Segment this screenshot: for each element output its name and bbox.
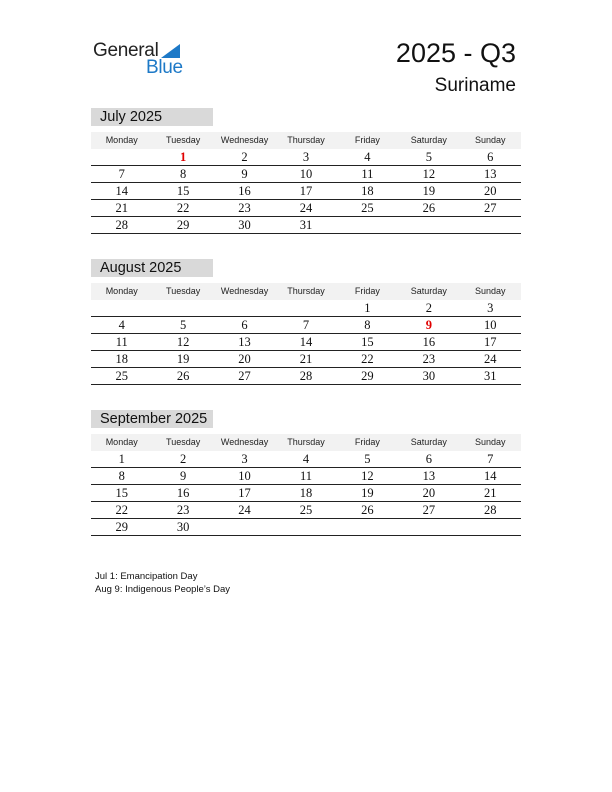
day-cell: 28 [299,369,313,383]
day-cell: 15 [361,335,374,349]
day-cell: 26 [422,201,436,215]
day-cell: 24 [299,201,313,215]
month-title: September 2025 [91,410,213,428]
day-cell: 13 [238,335,251,349]
day-cell: 31 [299,218,313,232]
weekday-label: Tuesday [166,286,201,296]
week-row [91,334,521,351]
day-cell: 18 [361,184,374,198]
day-cell: 30 [238,218,251,232]
empty-day-cell [91,300,152,316]
day-cell: 28 [483,503,497,517]
day-cell: 14 [115,184,128,198]
week-row [91,217,521,234]
day-cell: 26 [361,503,374,517]
day-cell: 6 [241,318,248,332]
day-cell: 22 [115,503,128,517]
weekday-label: Sunday [474,135,506,145]
day-cell: 25 [361,201,374,215]
day-cell: 3 [487,301,494,315]
week-row [91,300,521,317]
week-row [91,183,521,200]
weekday-label: Saturday [410,135,447,145]
day-cell: 26 [176,369,190,383]
day-cell: 25 [299,503,313,517]
day-cell: 2 [241,150,248,164]
day-cell: 15 [115,486,128,500]
month-title: July 2025 [91,108,213,126]
day-cell: 14 [299,335,313,349]
weekday-label: Sunday [474,437,506,447]
weekday-label: Friday [354,286,380,296]
month-september [91,410,521,536]
day-cell: 24 [238,503,251,517]
day-cell: 23 [422,352,436,366]
week-row [91,149,521,166]
weekday-label: Tuesday [166,135,201,145]
weekday-label: Tuesday [166,437,201,447]
logo-word-general: General [93,40,159,61]
holiday-note: Jul 1: Emancipation Day [95,571,198,582]
month-grid [91,451,521,536]
weekday-label: Friday [354,437,380,447]
page-title: 2025 - Q3 [395,38,516,68]
weekday-label: Saturday [410,286,447,296]
country-name: Suriname [434,75,516,96]
day-cell: 25 [115,369,128,383]
day-cell: 14 [483,469,497,483]
day-cell: 29 [115,520,128,534]
day-cell: 12 [361,469,374,483]
day-cell: 2 [180,452,187,466]
day-cell: 16 [238,184,251,198]
week-row [91,166,521,183]
day-cell: 7 [118,167,125,181]
week-row [91,351,521,368]
day-cell: 23 [238,201,251,215]
day-cell: 5 [364,452,371,466]
day-cell: 10 [299,167,313,181]
day-cell: 21 [115,201,128,215]
empty-day-cell [460,217,521,233]
day-cell: 5 [425,150,432,164]
day-cell: 30 [422,369,436,383]
day-cell: 27 [422,503,436,517]
empty-day-cell [460,519,521,535]
day-cell: 4 [302,452,310,466]
day-cell: 10 [483,318,497,332]
day-cell: 9 [180,469,187,483]
day-cell: 13 [483,167,497,181]
day-cell: 7 [302,318,310,332]
day-cell: 22 [361,352,374,366]
day-cell: 17 [483,335,497,349]
day-cell: 11 [361,167,374,181]
day-cell: 20 [422,486,436,500]
day-cell: 9 [241,167,248,181]
day-cell: 12 [176,335,190,349]
empty-day-cell [152,300,213,316]
empty-day-cell [275,519,336,535]
day-cell: 31 [483,369,497,383]
month-title: August 2025 [91,259,213,277]
day-cell: 21 [299,352,313,366]
holiday-note: Aug 9: Indigenous People’s Day [95,584,231,595]
week-row [91,317,521,334]
empty-day-cell [337,519,398,535]
weekday-label: Wednesday [220,135,269,145]
week-row [91,519,521,536]
day-cell: 12 [422,167,436,181]
holiday-notes [95,570,230,596]
day-cell: 2 [425,301,432,315]
week-row [91,451,521,468]
weekday-label: Wednesday [220,437,269,447]
weekday-label: Monday [105,437,138,447]
weekday-label: Monday [105,286,138,296]
week-row [91,200,521,217]
day-cell: 15 [176,184,190,198]
day-cell: 19 [176,352,190,366]
weekday-label: Thursday [287,437,325,447]
weekday-label: Monday [105,135,138,145]
day-cell: 4 [118,318,125,332]
day-cell: 6 [487,150,494,164]
empty-day-cell [214,519,275,535]
day-cell: 10 [238,469,251,483]
empty-day-cell [91,149,152,165]
day-cell: 23 [176,503,190,517]
day-cell: 3 [302,150,310,164]
day-cell: 27 [483,201,497,215]
day-cell: 11 [299,469,312,483]
day-cell: 1 [118,452,125,466]
day-cell: 28 [115,218,128,232]
day-cell: 30 [176,520,190,534]
day-cell: 5 [180,318,187,332]
week-row [91,485,521,502]
day-cell: 11 [115,335,128,349]
month-july [91,108,521,234]
empty-day-cell [337,217,398,233]
week-row [91,368,521,385]
day-cell: 21 [483,486,497,500]
empty-day-cell [398,519,459,535]
day-cell: 17 [299,184,313,198]
day-cell: 8 [118,469,125,483]
day-cell: 13 [422,469,436,483]
day-cell: 29 [176,218,190,232]
day-cell: 8 [364,318,371,332]
weekday-header [91,434,521,451]
holiday-day-cell: 9 [425,318,432,332]
month-grid [91,300,521,385]
general-blue-logo [93,40,193,80]
week-row [91,468,521,485]
weekday-header [91,132,521,149]
day-cell: 29 [361,369,374,383]
empty-day-cell [275,300,336,316]
weekday-label: Sunday [474,286,506,296]
weekday-label: Friday [354,135,380,145]
weekday-label: Wednesday [220,286,269,296]
day-cell: 3 [241,452,248,466]
empty-day-cell [214,300,275,316]
day-cell: 7 [487,452,494,466]
holiday-day-cell: 1 [180,150,187,164]
day-cell: 4 [364,150,371,164]
day-cell: 18 [299,486,313,500]
day-cell: 1 [364,301,371,315]
weekday-label: Saturday [410,437,447,447]
weekday-header [91,283,521,300]
month-grid [91,149,521,234]
day-cell: 17 [238,486,251,500]
empty-day-cell [398,217,459,233]
logo-word-blue: Blue [146,57,183,78]
day-cell: 24 [483,352,497,366]
day-cell: 16 [422,335,436,349]
week-row [91,502,521,519]
weekday-label: Thursday [287,135,325,145]
weekday-label: Thursday [287,286,325,296]
day-cell: 8 [180,167,187,181]
day-cell: 22 [176,201,190,215]
day-cell: 20 [483,184,497,198]
day-cell: 19 [361,486,374,500]
day-cell: 18 [115,352,128,366]
day-cell: 6 [425,452,432,466]
day-cell: 19 [422,184,436,198]
day-cell: 20 [238,352,251,366]
month-august [91,259,521,385]
day-cell: 27 [238,369,251,383]
day-cell: 16 [176,486,190,500]
logo-triangle-icon [161,44,180,58]
